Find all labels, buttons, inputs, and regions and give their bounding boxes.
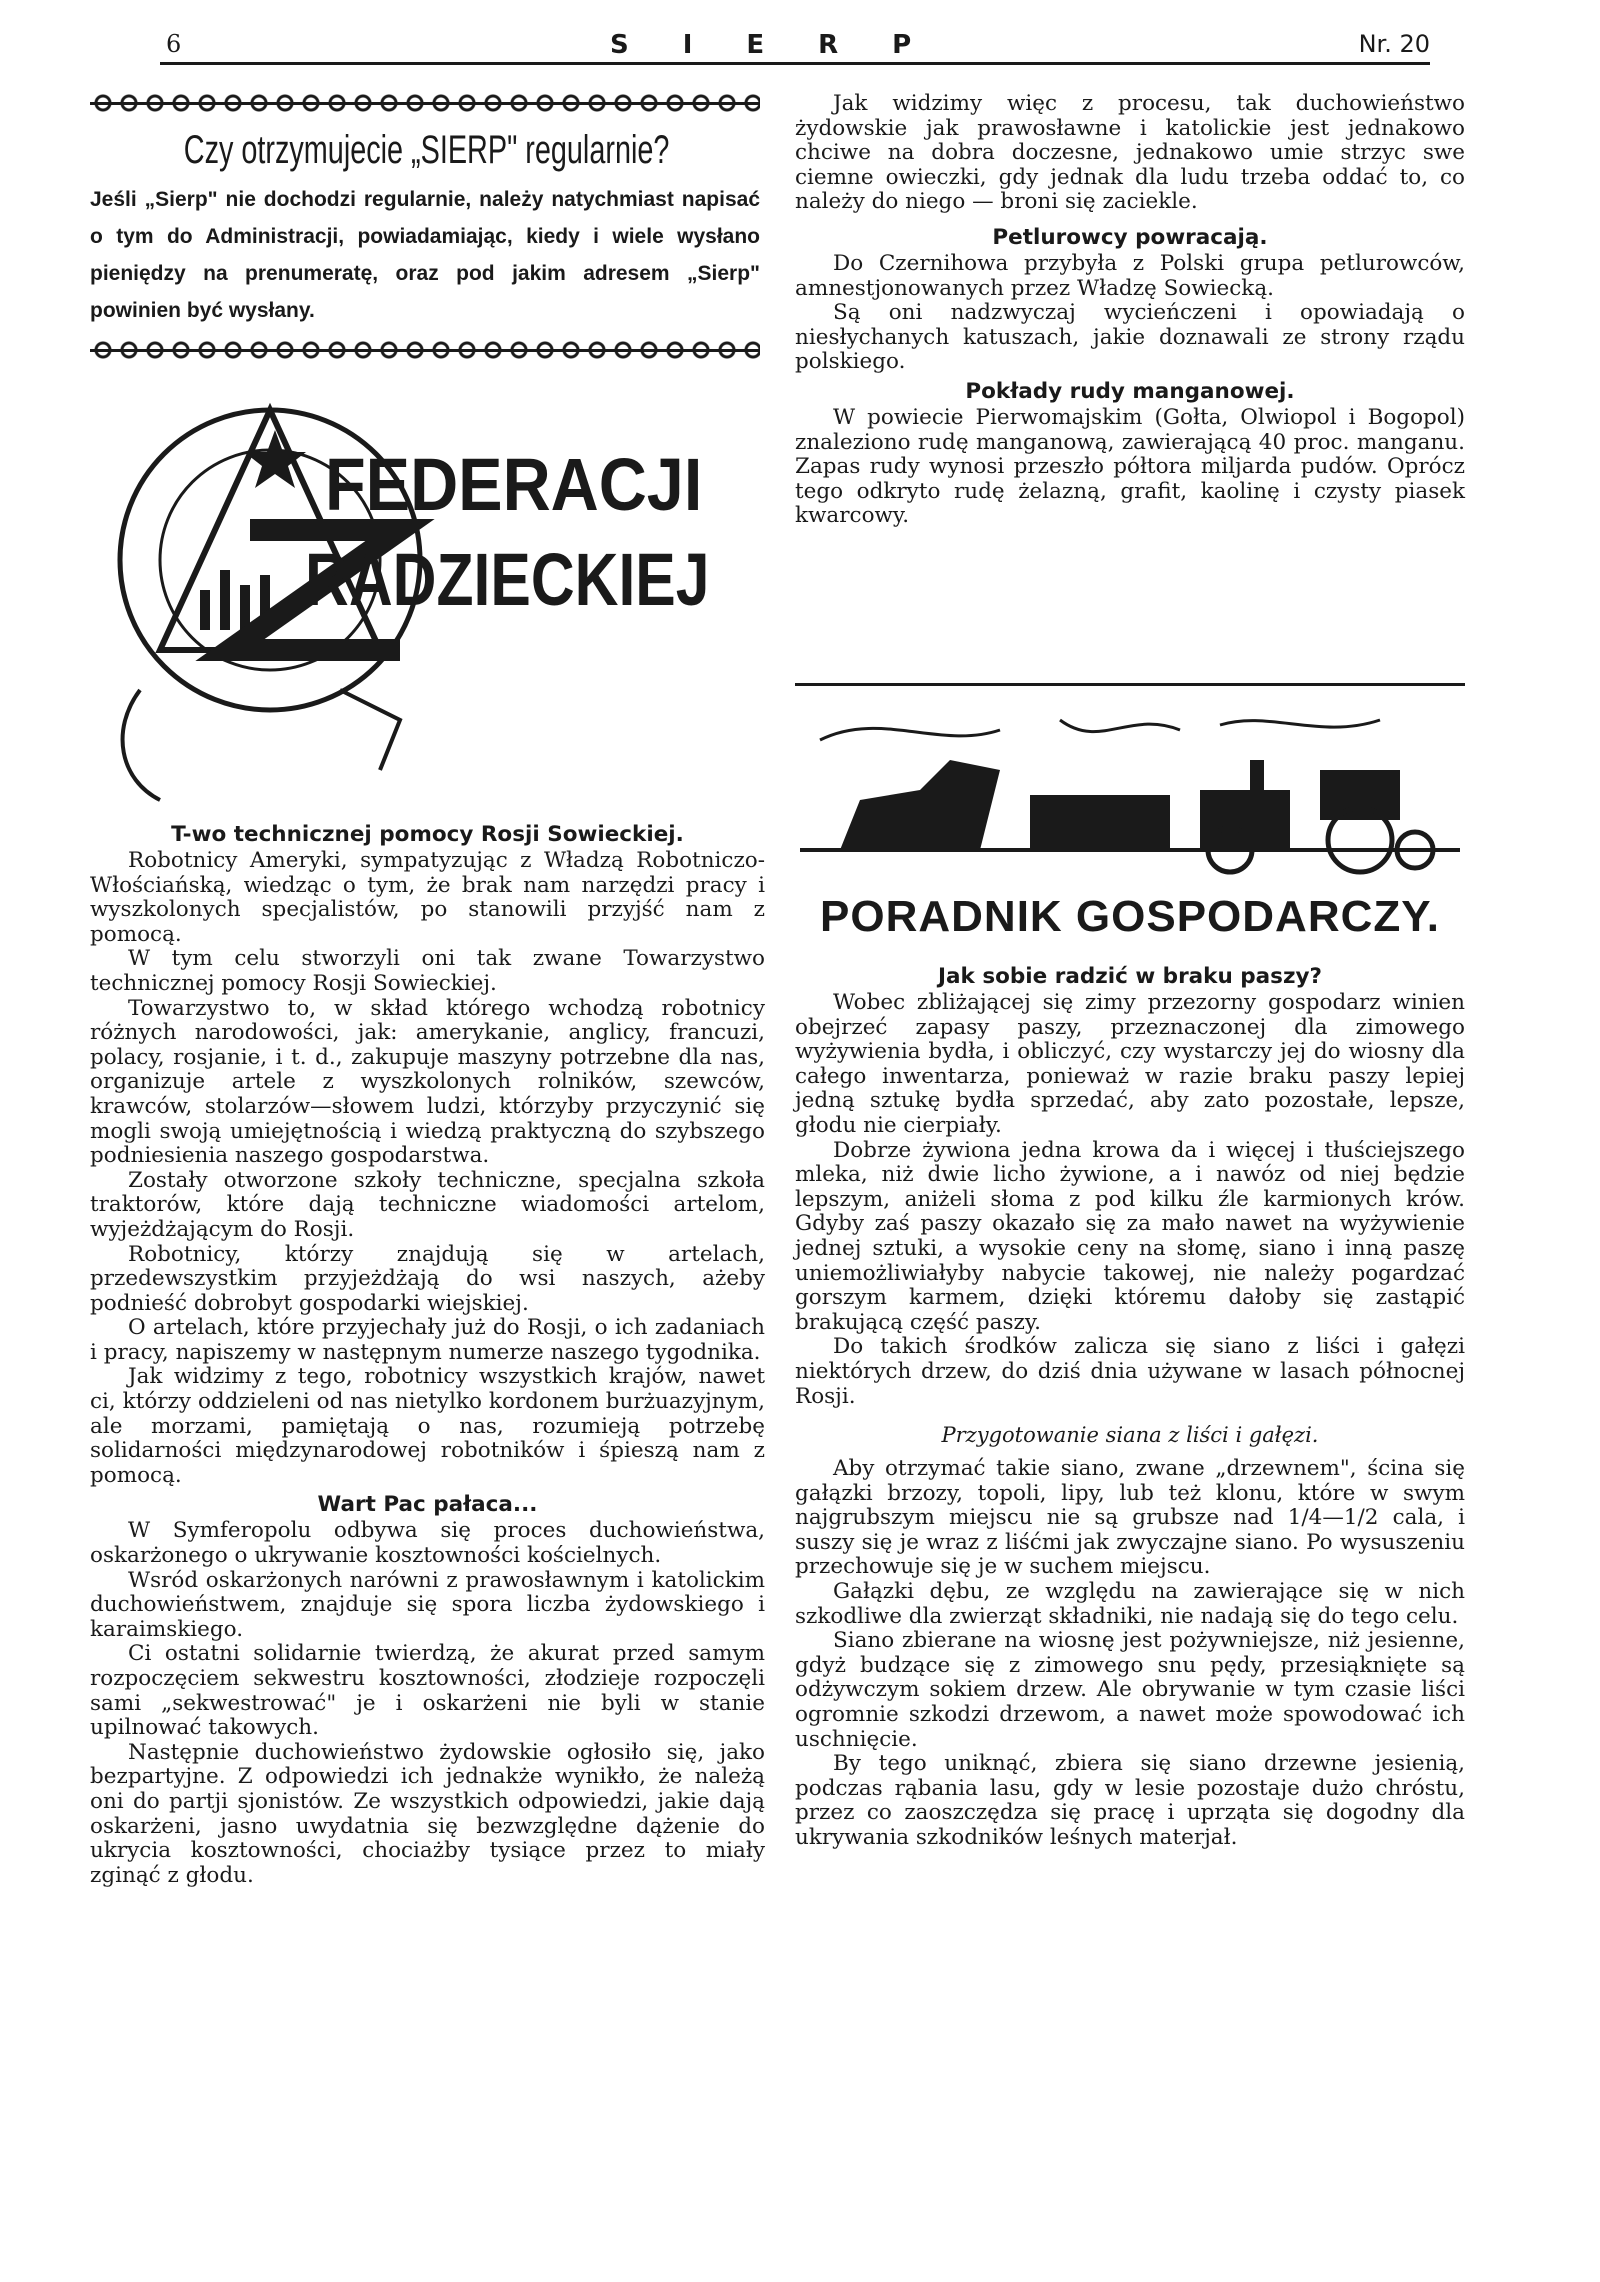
paragraph: W Symferopolu odbywa się proces duchowieństwa, oskarżonego o ukrywanie kosztowności kościelnych. bbox=[90, 1518, 765, 1569]
section-heading: Petlurowcy powracają. bbox=[992, 224, 1268, 250]
paragraph: Robotnicy, którzy znajdują się w artelach, przedewszystkim przyjeżdżają do wsi naszych, ażeby podnieść dobrobyt gospodarki wiejskiej. bbox=[90, 1241, 765, 1316]
thresher-shape bbox=[840, 760, 1000, 850]
paragraph: Siano zbierane na wiosnę jest pożywniejsze, niż jesienne, gdyż budzące się z zimowego snu pędy, przesiąknięte są odżywczym sokiem drzew. Ale obrywanie w tym czasie liści ogromnie szkodzi drzewom, a nawet może spowodować ich uschnięcie. bbox=[795, 1628, 1465, 1752]
left-column bbox=[90, 818, 765, 1888]
right-column-top bbox=[795, 92, 1465, 529]
paragraph: Towarzystwo to, w skład którego wchodzą robotnicy różnych narodowości, jak: amerykanie, anglicy, francuzi, polacy, rosjanie, i t. d., zakupuje maszyny potrzebne dla nas, organizuje artele z wyszkolonych rolników, szewców, krawców, stolarzów—słowem ludzi, którzyby przyczynić się mogli swoją umiejętnością i wiedzą praktyczną do szybszego podniesienia naszego gospodarstwa. bbox=[90, 995, 765, 1169]
emblem-line1: FEDERACJI bbox=[325, 442, 703, 526]
page-header bbox=[160, 30, 1430, 64]
right-column-bottom bbox=[795, 960, 1465, 1851]
farm-machinery-illustration bbox=[800, 700, 1460, 890]
paragraph: Aby otrzymać takie siano, zwane „drzewnem", ścina się gałązki brzozy, topoli, lipy, lub też klonu, które w swym najgrubszym miejscu nie są grubsze nad 1/4—1/2 cala, i suszy się je wraz z liśćmi jak zwyczajne siano. Po wysuszeniu przechowuje się je w suchem miejscu. bbox=[795, 1456, 1465, 1580]
paragraph: Ci ostatni solidarnie twierdzą, że akurat przed samym rozpoczęciem sekwestru kosztowności, złodzieje rozpoczęli sami „sekwestrować" je i oskarżeni nie byli w stanie upilnować takowych. bbox=[90, 1641, 765, 1741]
paragraph: Gałązki dębu, ze względu na zawierające się w nich szkodliwe dla zwierząt składniki, nie nadają się do tego celu. bbox=[795, 1579, 1465, 1629]
subscription-notice bbox=[90, 92, 760, 392]
paragraph: Wsród oskarżonych narówni z prawosławnym i katolickim duchowieństwem, znajduje się spora liczba żydowskiego i karaimskiego. bbox=[90, 1567, 765, 1642]
emblem-ribbon-left bbox=[123, 690, 160, 800]
emblem-chimney-2 bbox=[220, 570, 230, 630]
paragraph: Zostały otworzone szkoły techniczne, specjalna szkoła traktorów, które dają techniczne wiadomości artelom, wyjeżdżającym do Rosji. bbox=[90, 1167, 765, 1242]
newspaper-title: SIERP bbox=[610, 30, 966, 60]
paragraph: W tym celu stworzyli oni tak zwane Towarzystwo technicznej pomocy Rosji Sowieckiej. bbox=[90, 946, 765, 996]
paragraph: Robotnicy Ameryki, sympatyzując z Władzą Robotniczo-Włościańską, wiedząc o tym, że brak nam narzędzi pracy i wyszkolonych specjalistów, po stanowili przyjść nam z pomocą. bbox=[90, 848, 765, 947]
section-heading: Pokłady rudy manganowej. bbox=[965, 378, 1295, 404]
engine-body bbox=[1200, 790, 1290, 850]
header-rule bbox=[160, 62, 1430, 65]
soviet-federation-emblem bbox=[100, 390, 740, 810]
section-heading: Wart Pac pałaca... bbox=[317, 1492, 538, 1518]
paragraph: Jak widzimy z tego, robotnicy wszystkich krajów, nawet ci, którzy oddzieleni od nas nietylko kordonem burżuazyjnym, ale morzami, pamiętają o nas, rozumieją potrzebę solidarności międzynarodowej robotników i śpieszą nam z pomocą. bbox=[90, 1364, 765, 1488]
sky-line-2 bbox=[1060, 720, 1180, 732]
notice-body: Jeśli „Sierp" nie dochodzi regularnie, należy natychmiast napisać o tym do Administracji, powiadamiając, kiedy i wiele wysłano pieniędzy na prenumeratę, oraz pod jakim adresem „Sierp" powinien być wysłany. bbox=[90, 188, 760, 322]
paragraph: W powiecie Pierwomajskim (Gołta, Olwiopol i Bogopol) znaleziono rudę manganową, zawierającą 40 proc. manganu. Zapas rudy wynosi przeszło półtora miljarda pudów. Oprócz tego odkryto rudę żelazną, grafit, kaolinę i czysty piasek kwarcowy. bbox=[795, 404, 1465, 529]
emblem-line2: RADZIECKIEJ bbox=[305, 539, 710, 622]
sky-line-3 bbox=[1220, 720, 1380, 727]
chain-border-top bbox=[90, 92, 760, 114]
paragraph: O artelach, które przyjechały już do Rosji, o ich zadaniach i pracy, napiszemy w następnym numerze naszego tygodnika. bbox=[90, 1315, 765, 1365]
sky-line-1 bbox=[820, 728, 1000, 740]
subheading: Przygotowanie siana z liści i gałęzi. bbox=[941, 1423, 1319, 1448]
paragraph: Są oni nadzwyczaj wycieńczeni i opowiadają o niesłychanych katuszach, jakie doznawali ze strony rządu polskiego. bbox=[795, 300, 1465, 375]
emblem-ribbon-right bbox=[340, 690, 400, 770]
paragraph: Następnie duchowieństwo żydowskie ogłosiło się, jako bezpartyjne. Z odpowiedzi ich jednakże wynikło, że należą oni do partji sjonistów. Ze wszystkich odpowiedzi, jakie dają oskarżeni, jasno uwydatnia się bezwzględne dążenie do ukrycia kosztowności, chociażby tysiące przez to miały zginąć z głodu. bbox=[90, 1739, 765, 1888]
barn-shape bbox=[1030, 795, 1170, 850]
section-heading: Jak sobie radzić w braku paszy? bbox=[938, 964, 1322, 989]
paragraph: By tego uniknąć, zbiera się siano drzewne jesienią, podczas rąbania lasu, gdy w lesie pozostaje dużo chróstu, przez co zaoszczędza się pracę i uprząta się dogodny dla ukrywania szkodników leśnych materjał. bbox=[795, 1751, 1465, 1850]
paragraph: Dobrze żywiona jedna krowa da i więcej i tłuściejszego mleka, niż dwie licho żywione, a i nawóz od niej będzie lepszym, aniżeli słoma z pod kilku źle karmionych krów. Gdyby zaś paszy okazało się za mało nawet na wyżywienie jednej sztuki, a wysokie ceny na słomę, siano i inną paszę uniemożliwiałyby nabycie takowej, nie należy pogardzać gorszym karmem, dzięki któremu dałoby się zastąpić brakującą część paszy. bbox=[795, 1137, 1465, 1335]
issue-number: Nr. 20 bbox=[1358, 30, 1430, 58]
poradnik-title: PORADNIK GOSPODARCZY. bbox=[820, 892, 1440, 941]
paragraph: Do takich środków zalicza się siano z liści i gałęzi niektórych drzew, do dziś dnia używane w lasach północnej Rosji. bbox=[795, 1334, 1465, 1409]
engine-chimney bbox=[1250, 760, 1264, 795]
emblem-chimney-1 bbox=[200, 590, 210, 630]
star-icon bbox=[244, 430, 306, 488]
paragraph: Wobec zbliżającej się zimy przezorny gospodarz winien obejrzeć zapasy paszy, przeznaczonej dla zimowego wyżywienia bydła, i obliczyć, czy wystarczy jej do wiosny dla całego inwentarza, ponieważ w razie braku paszy lepiej jedną sztukę bydła sprzedać, aby zato pozostałe, lepsze, głodu nie cierpiały. bbox=[795, 990, 1465, 1138]
emblem-chimney-3 bbox=[240, 585, 250, 630]
section-heading: T-wo technicznej pomocy Rosji Sowieckiej. bbox=[171, 822, 684, 847]
section-rule bbox=[795, 683, 1465, 686]
paragraph: Do Czernihowa przybyła z Polski grupa petlurowców, amnestjonowanych przez Władzę Sowiecką. bbox=[795, 250, 1465, 301]
page-number: 6 bbox=[166, 30, 182, 58]
paragraph: Jak widzimy więc z procesu, tak duchowieństwo żydowskie jak prawosławne i katolickie jest jednakowo chciwe na dobra doczesne, jednakowo umie strzyc swe ciemne owieczki, gdy jednak dla ludu trzeba oddać to, co należy do niego — broni się zaciekle. bbox=[795, 91, 1465, 215]
tractor-cab bbox=[1320, 770, 1400, 820]
notice-title: Czy otrzymujecie „SIERP" regularnie? bbox=[183, 128, 670, 172]
chain-border-bottom bbox=[90, 339, 760, 361]
